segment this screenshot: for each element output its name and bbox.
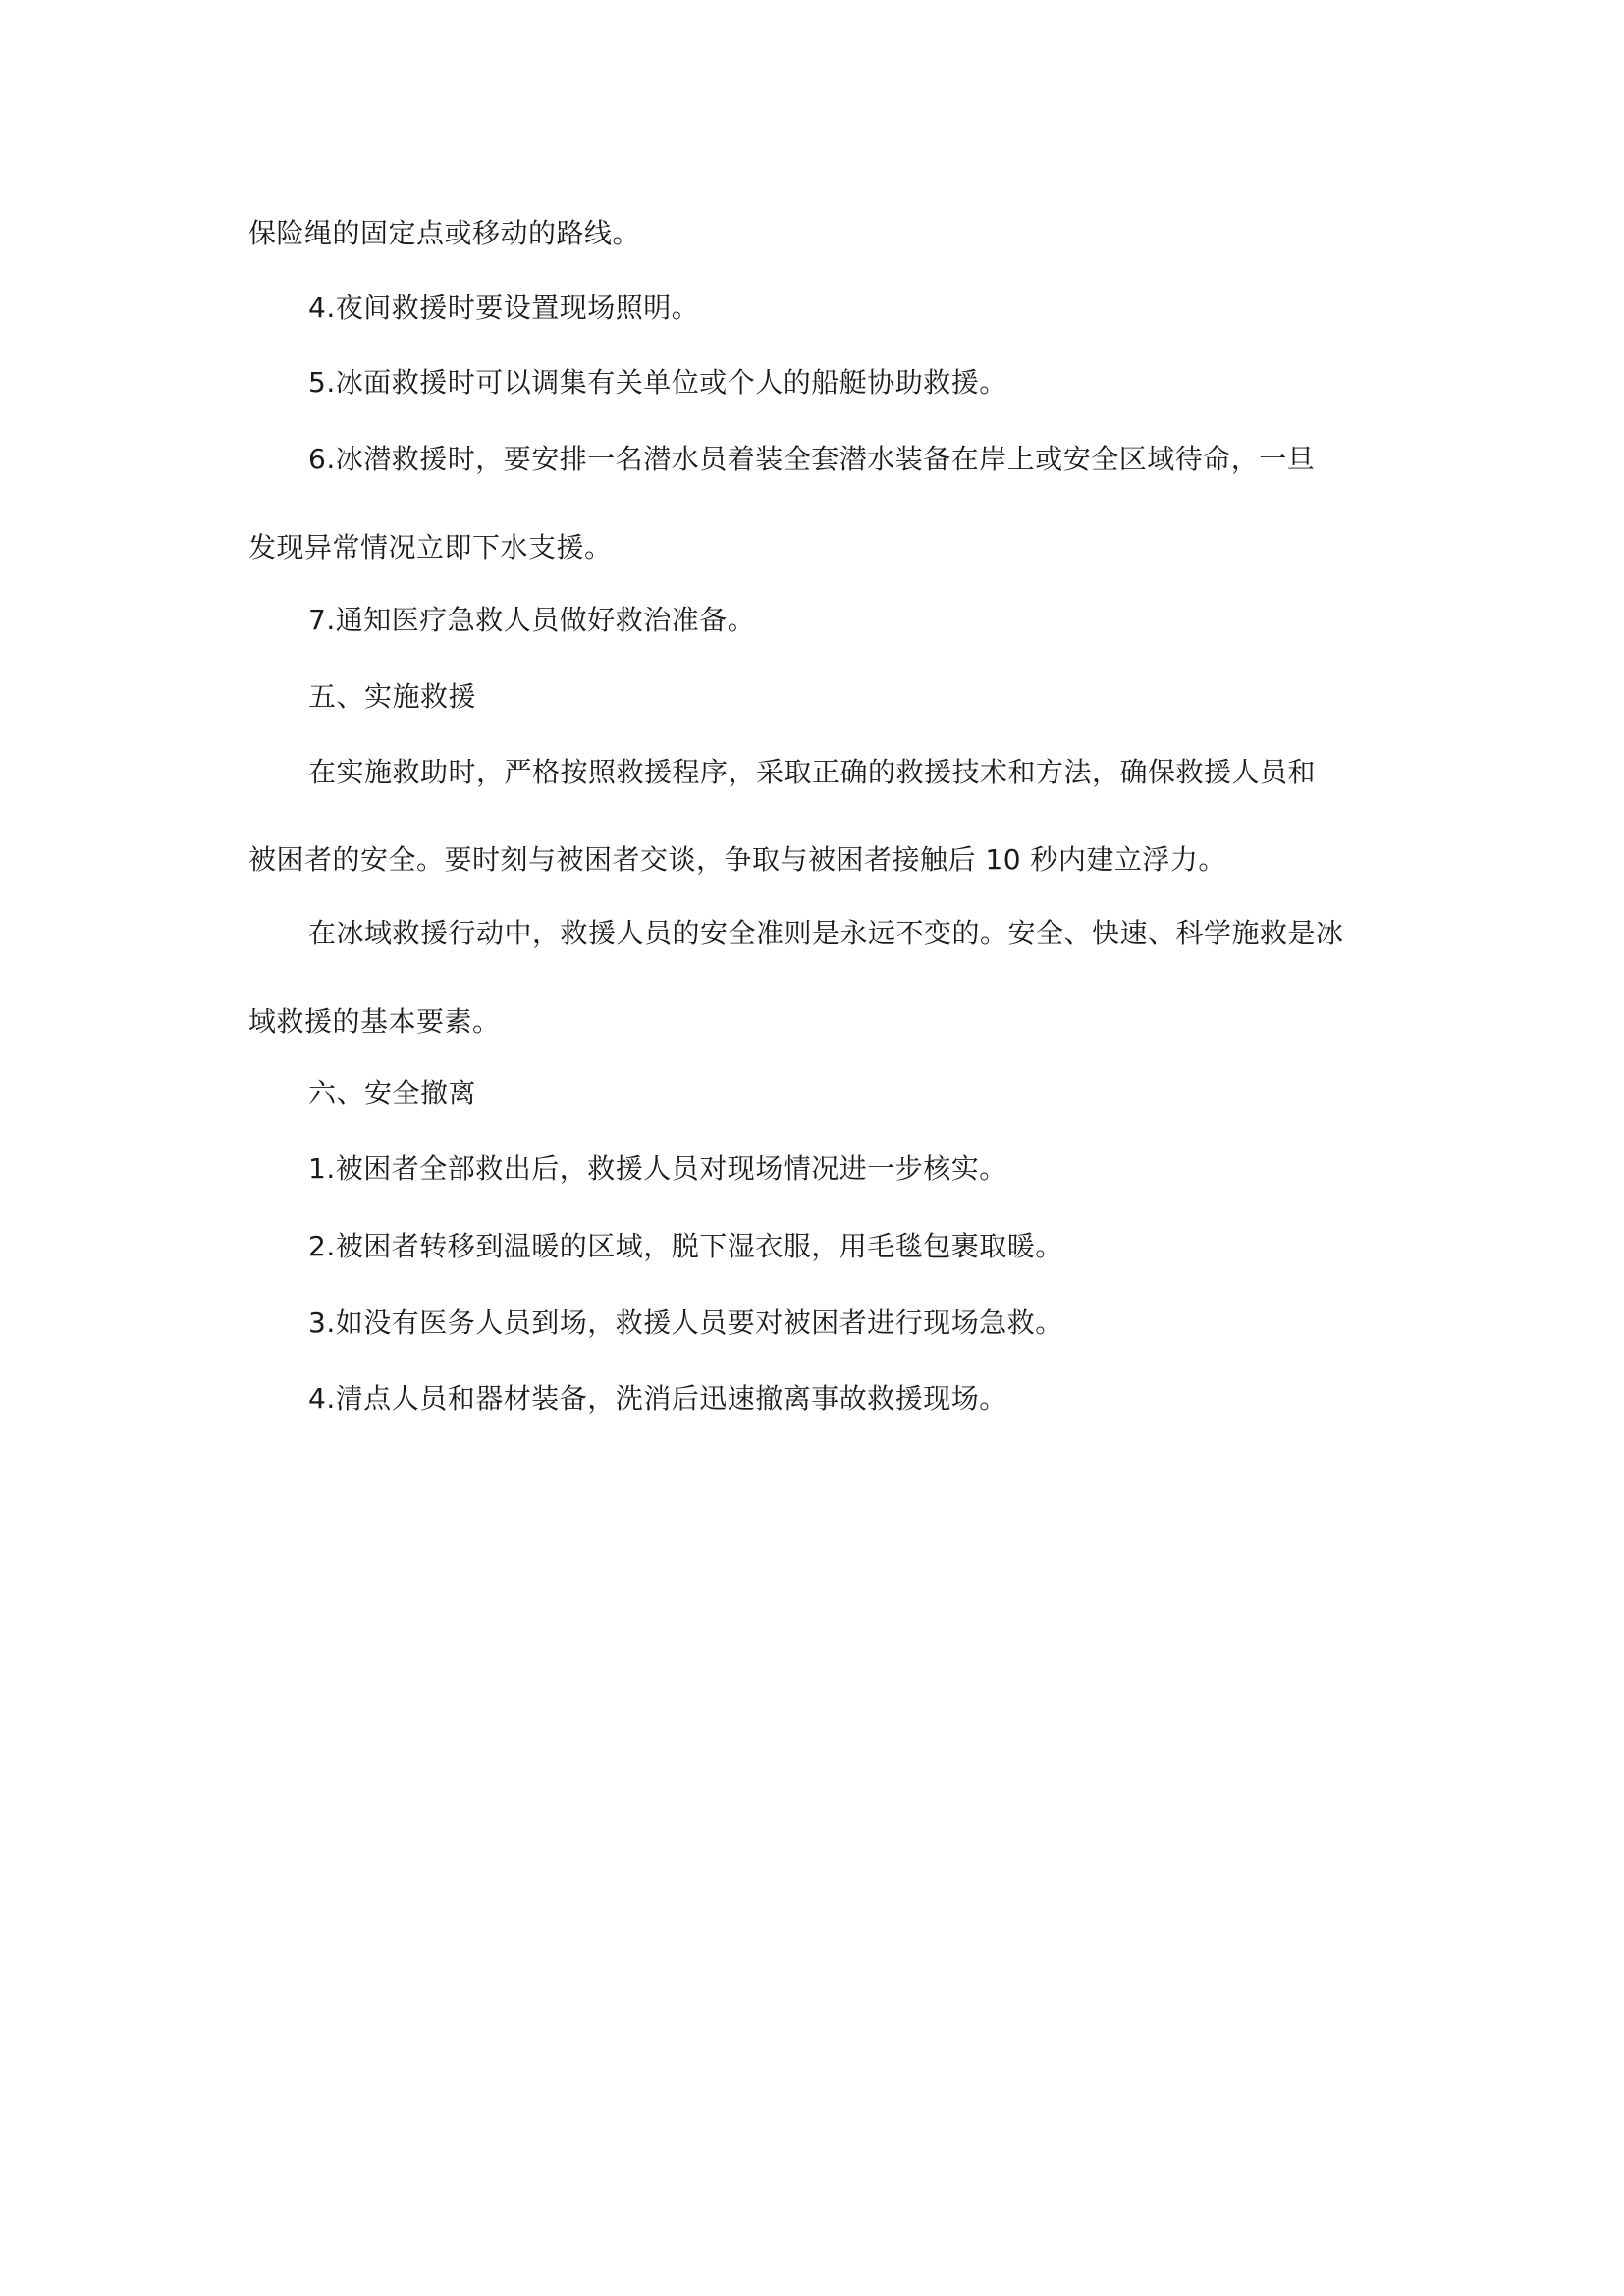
list-item-2: 2.被困者转移到温暖的区域，脱下湿衣服，用毛毯包裹取暖。 <box>308 1230 1063 1262</box>
paragraph-line: 被困者的安全。要时刻与被困者交谈，争取与被困者接触后 10 秒内建立浮力。 <box>248 843 1226 876</box>
paragraph-line: 域救援的基本要素。 <box>248 1005 501 1038</box>
paragraph-line: 在实施救助时，严格按照救援程序，采取正确的救援技术和方法，确保救援人员和 <box>308 756 1317 788</box>
section-heading-6: 六、安全撤离 <box>308 1077 477 1109</box>
list-item-4: 4.清点人员和器材装备，洗消后迅速撤离事故救援现场。 <box>308 1382 1007 1415</box>
paragraph-line: 在冰域救援行动中，救援人员的安全准则是永远不变的。安全、快速、科学施救是冰 <box>308 917 1344 949</box>
list-item-4: 4.夜间救援时要设置现场照明。 <box>308 292 700 324</box>
list-item-3: 3.如没有医务人员到场，救援人员要对被困者进行现场急救。 <box>308 1307 1063 1339</box>
section-heading-5: 五、实施救援 <box>308 680 477 713</box>
list-item-6: 6.冰潜救援时，要安排一名潜水员着装全套潜水装备在岸上或安全区域待命，一旦 <box>308 443 1316 475</box>
list-item-5: 5.冰面救援时可以调集有关单位或个人的船艇协助救援。 <box>308 366 1007 399</box>
list-item-6-continuation: 发现异常情况立即下水支援。 <box>248 531 613 563</box>
list-item-1: 1.被困者全部救出后，救援人员对现场情况进一步核实。 <box>308 1152 1007 1185</box>
list-item-7: 7.通知医疗急救人员做好救治准备。 <box>308 604 756 636</box>
paragraph-continuation-line: 保险绳的固定点或移动的路线。 <box>248 217 641 249</box>
